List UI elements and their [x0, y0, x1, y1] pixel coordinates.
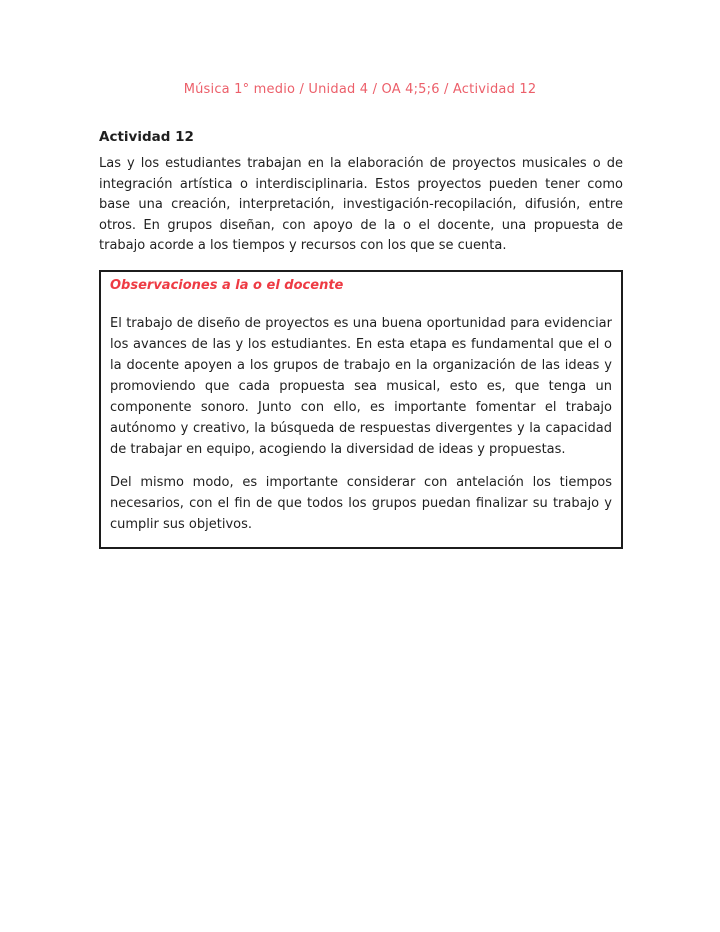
observations-box-title: Observaciones a la o el docente [110, 278, 344, 293]
activity-description: Las y los estudiantes trabajan en la elaboración de proyectos musicales o de integración artística o interdisciplinaria. Estos proyectos pueden tener como base una creación, interpretación, investigación-recopilación, difusión, entre otros. En grupos diseñan, con apoyo de la o el docente, una propuesta de trabajo acorde a los tiempos y recursos con los que se cuenta. [99, 156, 623, 253]
teacher-observations-box [99, 270, 623, 549]
activity-heading: Actividad 12 [99, 129, 194, 145]
observations-paragraph-2: Del mismo modo, es importante considerar con antelación los tiempos necesarios, con el fin de que todos los grupos puedan finalizar su trabajo y cumplir sus objetivos. [110, 475, 612, 532]
breadcrumb: Música 1° medio / Unidad 4 / OA 4;5;6 / Actividad 12 [183, 82, 537, 97]
observations-paragraph-1: El trabajo de diseño de proyectos es una buena oportunidad para evidenciar los avances de las y los estudiantes. En esta etapa es fundamental que el o la docente apoyen a los grupos de trabajo en la organización de las ideas y promoviendo que cada propuesta sea musical, esto es, que tenga un componente sonoro. Junto con ello, es importante fomentar el trabajo autónomo y creativo, la búsqueda de respuestas divergentes y la capacidad de trabajar en equipo, acogiendo la diversidad de ideas y propuestas. [110, 316, 612, 457]
